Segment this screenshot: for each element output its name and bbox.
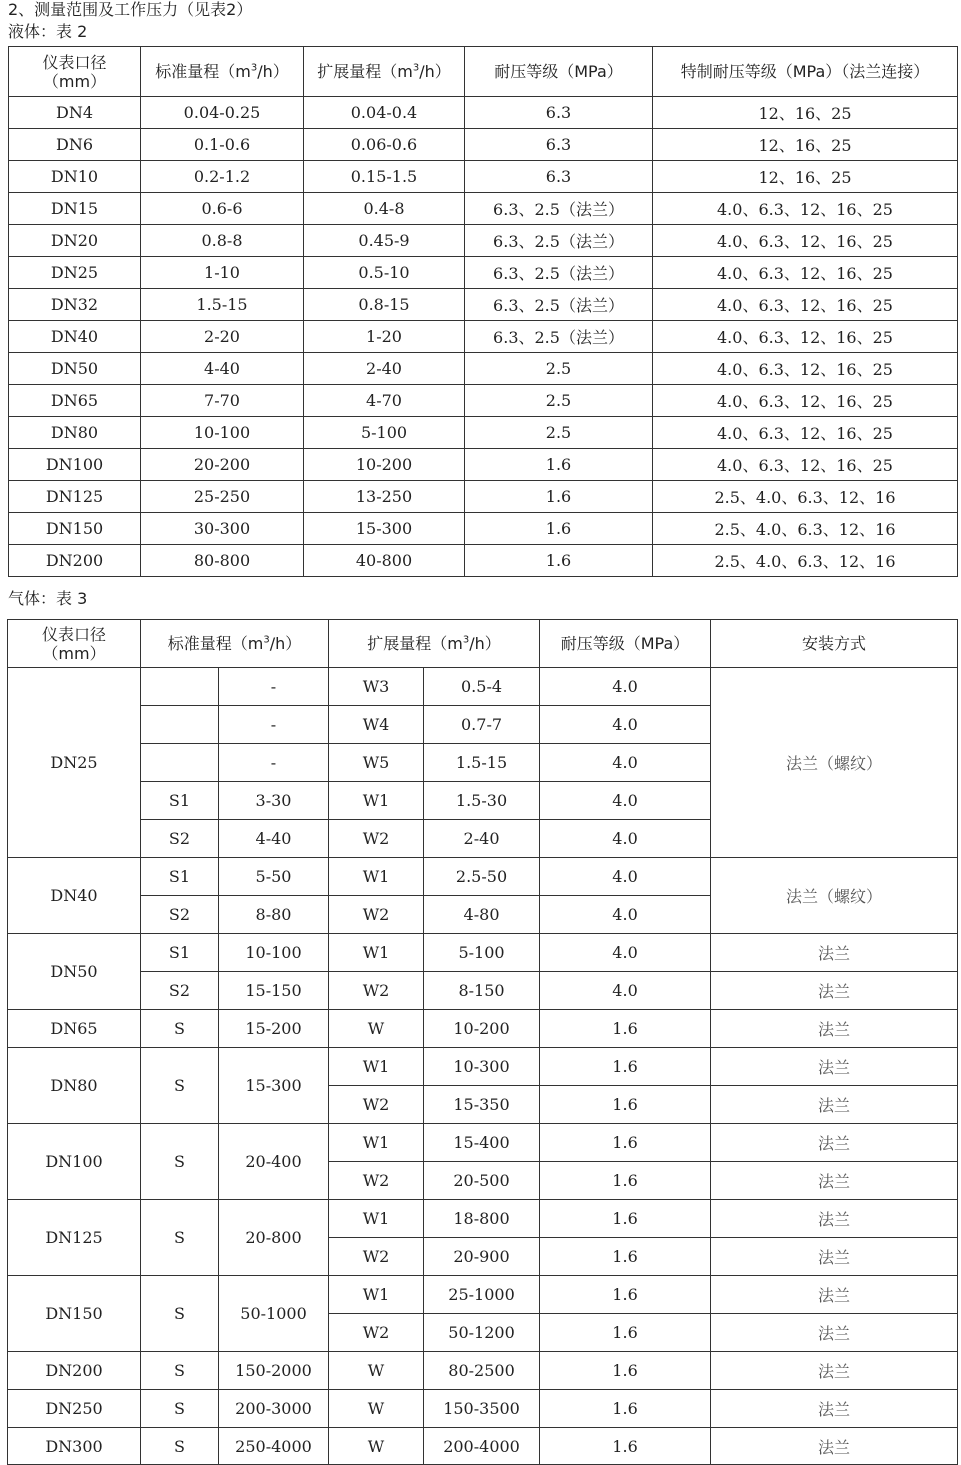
dn-cell: DN25 <box>8 668 141 858</box>
s-range-cell: 20-800 <box>219 1200 329 1276</box>
special-pressure-cell: 4.0、6.3、12、16、25 <box>653 257 958 289</box>
table-row <box>8 1352 958 1390</box>
special-pressure-cell: 4.0、6.3、12、16、25 <box>653 289 958 321</box>
pressure-cell: 1.6 <box>540 1352 711 1390</box>
special-pressure-cell: 4.0、6.3、12、16、25 <box>653 353 958 385</box>
install-cell: 法兰 <box>711 934 958 972</box>
extended-range-cell: 40-800 <box>304 545 465 577</box>
s-range-cell: 250-4000 <box>219 1428 329 1465</box>
s-range-cell: 15-300 <box>219 1048 329 1124</box>
install-cell: 法兰 <box>711 1238 958 1276</box>
standard-range-cell: 2-20 <box>141 321 304 353</box>
standard-range-cell: 20-200 <box>141 449 304 481</box>
table-row <box>8 1390 958 1428</box>
s-code-cell: S <box>141 1124 219 1200</box>
dn-cell: DN6 <box>9 129 141 161</box>
w-range-cell: 1.5-15 <box>424 744 540 782</box>
install-cell: 法兰 <box>711 1352 958 1390</box>
dn-cell: DN10 <box>9 161 141 193</box>
install-cell: 法兰 <box>711 1010 958 1048</box>
header-pressure-rating: 耐压等级（MPa） <box>540 620 711 668</box>
pressure-cell: 1.6 <box>540 1124 711 1162</box>
dn-cell: DN125 <box>8 1200 141 1276</box>
install-cell: 法兰 <box>711 1162 958 1200</box>
extended-range-cell: 0.8-15 <box>304 289 465 321</box>
table-row <box>8 1048 958 1086</box>
pressure-cell: 1.6 <box>540 1200 711 1238</box>
w-range-cell: 8-150 <box>424 972 540 1010</box>
pressure-cell: 1.6 <box>540 1086 711 1124</box>
table-row <box>9 385 958 417</box>
header-diameter: 仪表口径 （mm） <box>8 620 141 668</box>
w-range-cell: 0.7-7 <box>424 706 540 744</box>
liquid-header-row <box>9 47 958 97</box>
w-range-cell: 2-40 <box>424 820 540 858</box>
pressure-cell: 1.6 <box>540 1276 711 1314</box>
pressure-cell: 1.6 <box>540 1428 711 1465</box>
dn-cell: DN300 <box>8 1428 141 1465</box>
special-pressure-cell: 4.0、6.3、12、16、25 <box>653 321 958 353</box>
dn-cell: DN125 <box>9 481 141 513</box>
table-row <box>8 1276 958 1314</box>
s-range-cell: 8-80 <box>219 896 329 934</box>
dn-cell: DN50 <box>9 353 141 385</box>
pressure-cell: 4.0 <box>540 934 711 972</box>
dn-cell: DN50 <box>8 934 141 1010</box>
gas-table <box>7 619 958 1465</box>
w-code-cell: W1 <box>329 1048 424 1086</box>
special-pressure-cell: 12、16、25 <box>653 161 958 193</box>
w-code-cell: W2 <box>329 1238 424 1276</box>
s-range-cell: 15-150 <box>219 972 329 1010</box>
w-code-cell: W1 <box>329 1200 424 1238</box>
w-range-cell: 80-2500 <box>424 1352 540 1390</box>
dn-cell: DN65 <box>8 1010 141 1048</box>
standard-range-cell: 25-250 <box>141 481 304 513</box>
extended-range-cell: 1-20 <box>304 321 465 353</box>
s-code-cell: S <box>141 1200 219 1276</box>
install-cell: 法兰 <box>711 1048 958 1086</box>
table-row <box>9 257 958 289</box>
table-row <box>9 481 958 513</box>
w-range-cell: 25-1000 <box>424 1276 540 1314</box>
extended-range-cell: 0.45-9 <box>304 225 465 257</box>
extended-range-cell: 0.5-10 <box>304 257 465 289</box>
pressure-cell: 4.0 <box>540 820 711 858</box>
standard-range-cell: 0.6-6 <box>141 193 304 225</box>
special-pressure-cell: 2.5、4.0、6.3、12、16 <box>653 545 958 577</box>
w-range-cell: 20-900 <box>424 1238 540 1276</box>
standard-range-cell: 4-40 <box>141 353 304 385</box>
extended-range-cell: 0.06-0.6 <box>304 129 465 161</box>
table-row <box>8 934 958 972</box>
s-range-cell: 150-2000 <box>219 1352 329 1390</box>
dn-cell: DN40 <box>9 321 141 353</box>
s-code-cell <box>141 706 219 744</box>
w-range-cell: 18-800 <box>424 1200 540 1238</box>
s-range-cell: 15-200 <box>219 1010 329 1048</box>
w-range-cell: 50-1200 <box>424 1314 540 1352</box>
w-code-cell: W3 <box>329 668 424 706</box>
pressure-cell: 6.3、2.5（法兰） <box>465 321 653 353</box>
dn-cell: DN32 <box>9 289 141 321</box>
w-code-cell: W1 <box>329 858 424 896</box>
header-install-method: 安装方式 <box>711 620 958 668</box>
s-code-cell: S1 <box>141 934 219 972</box>
w-range-cell: 15-350 <box>424 1086 540 1124</box>
dn-cell: DN150 <box>8 1276 141 1352</box>
s-range-cell: 5-50 <box>219 858 329 896</box>
table-row <box>8 1010 958 1048</box>
section-title: 2、测量范围及工作压力（见表2） <box>8 0 253 19</box>
pressure-cell: 6.3、2.5（法兰） <box>465 225 653 257</box>
w-range-cell: 4-80 <box>424 896 540 934</box>
w-range-cell: 10-200 <box>424 1010 540 1048</box>
w-range-cell: 0.5-4 <box>424 668 540 706</box>
table-row <box>9 321 958 353</box>
s-code-cell: S <box>141 1352 219 1390</box>
pressure-cell: 6.3 <box>465 97 653 129</box>
dn-cell: DN65 <box>9 385 141 417</box>
standard-range-cell: 0.2-1.2 <box>141 161 304 193</box>
s-range-cell: 20-400 <box>219 1124 329 1200</box>
pressure-cell: 4.0 <box>540 858 711 896</box>
w-range-cell: 2.5-50 <box>424 858 540 896</box>
w-code-cell: W2 <box>329 820 424 858</box>
s-code-cell: S <box>141 1010 219 1048</box>
table-row <box>9 449 958 481</box>
dn-cell: DN80 <box>8 1048 141 1124</box>
table-row <box>8 1428 958 1465</box>
standard-range-cell: 1-10 <box>141 257 304 289</box>
extended-range-cell: 0.15-1.5 <box>304 161 465 193</box>
w-code-cell: W <box>329 1352 424 1390</box>
header-diameter: 仪表口径 （mm） <box>9 47 141 97</box>
gas-header-row <box>8 620 958 668</box>
w-range-cell: 5-100 <box>424 934 540 972</box>
dn-cell: DN100 <box>8 1124 141 1200</box>
dn-cell: DN25 <box>9 257 141 289</box>
pressure-cell: 4.0 <box>540 668 711 706</box>
standard-range-cell: 0.8-8 <box>141 225 304 257</box>
install-cell: 法兰（螺纹） <box>711 668 958 858</box>
dn-cell: DN100 <box>9 449 141 481</box>
pressure-cell: 1.6 <box>465 449 653 481</box>
pressure-cell: 4.0 <box>540 972 711 1010</box>
special-pressure-cell: 4.0、6.3、12、16、25 <box>653 449 958 481</box>
w-code-cell: W1 <box>329 782 424 820</box>
install-cell: 法兰 <box>711 1124 958 1162</box>
pressure-cell: 2.5 <box>465 417 653 449</box>
pressure-cell: 1.6 <box>465 545 653 577</box>
w-code-cell: W5 <box>329 744 424 782</box>
s-range-cell: 50-1000 <box>219 1276 329 1352</box>
standard-range-cell: 7-70 <box>141 385 304 417</box>
pressure-cell: 4.0 <box>540 782 711 820</box>
liquid-table <box>8 46 958 577</box>
s-range-cell: 3-30 <box>219 782 329 820</box>
dn-cell: DN250 <box>8 1390 141 1428</box>
pressure-cell: 6.3、2.5（法兰） <box>465 193 653 225</box>
pressure-cell: 4.0 <box>540 706 711 744</box>
header-extended-range: 扩展量程$(m^3/h)$ <box>304 47 465 97</box>
special-pressure-cell: 4.0、6.3、12、16、25 <box>653 193 958 225</box>
dn-cell: DN80 <box>9 417 141 449</box>
table-row <box>9 161 958 193</box>
install-cell: 法兰 <box>711 1086 958 1124</box>
extended-range-cell: 2-40 <box>304 353 465 385</box>
pressure-cell: 4.0 <box>540 896 711 934</box>
install-cell: 法兰（螺纹） <box>711 858 958 934</box>
s-code-cell: S <box>141 1276 219 1352</box>
install-cell: 法兰 <box>711 1276 958 1314</box>
table-row <box>8 1200 958 1238</box>
install-cell: 法兰 <box>711 1390 958 1428</box>
s-code-cell: S <box>141 1390 219 1428</box>
w-range-cell: 10-300 <box>424 1048 540 1086</box>
special-pressure-cell: 4.0、6.3、12、16、25 <box>653 417 958 449</box>
table-row <box>9 545 958 577</box>
dn-cell: DN40 <box>8 858 141 934</box>
special-pressure-cell: 4.0、6.3、12、16、25 <box>653 225 958 257</box>
special-pressure-cell: 12、16、25 <box>653 129 958 161</box>
install-cell: 法兰 <box>711 972 958 1010</box>
s-range-cell: - <box>219 706 329 744</box>
w-range-cell: 1.5-30 <box>424 782 540 820</box>
pressure-cell: 6.3 <box>465 161 653 193</box>
w-code-cell: W4 <box>329 706 424 744</box>
s-code-cell: S1 <box>141 782 219 820</box>
header-pressure-rating: 耐压等级（MPa） <box>465 47 653 97</box>
w-code-cell: W2 <box>329 1086 424 1124</box>
w-code-cell: W1 <box>329 1276 424 1314</box>
pressure-cell: 2.5 <box>465 385 653 417</box>
w-code-cell: W1 <box>329 934 424 972</box>
w-range-cell: 20-500 <box>424 1162 540 1200</box>
w-range-cell: 15-400 <box>424 1124 540 1162</box>
table-row <box>9 193 958 225</box>
install-cell: 法兰 <box>711 1200 958 1238</box>
extended-range-cell: 0.04-0.4 <box>304 97 465 129</box>
w-code-cell: W2 <box>329 1314 424 1352</box>
dn-cell: DN20 <box>9 225 141 257</box>
special-pressure-cell: 12、16、25 <box>653 97 958 129</box>
table-row <box>8 858 958 896</box>
s-code-cell: S2 <box>141 820 219 858</box>
extended-range-cell: 10-200 <box>304 449 465 481</box>
pressure-cell: 1.6 <box>540 1314 711 1352</box>
s-range-cell: - <box>219 668 329 706</box>
extended-range-cell: 15-300 <box>304 513 465 545</box>
pressure-cell: 1.6 <box>540 1238 711 1276</box>
special-pressure-cell: 4.0、6.3、12、16、25 <box>653 385 958 417</box>
pressure-cell: 6.3、2.5（法兰） <box>465 257 653 289</box>
header-standard-range: 标准量程$(m^3/h)$ <box>141 47 304 97</box>
gas-table-caption: 气体：表 3 <box>8 589 88 608</box>
standard-range-cell: 1.5-15 <box>141 289 304 321</box>
dn-cell: DN150 <box>9 513 141 545</box>
header-standard-range: 标准量程$(m^3/h)$ <box>141 620 329 668</box>
extended-range-cell: 5-100 <box>304 417 465 449</box>
w-code-cell: W <box>329 1010 424 1048</box>
w-code-cell: W2 <box>329 1162 424 1200</box>
w-code-cell: W1 <box>329 1124 424 1162</box>
w-range-cell: 150-3500 <box>424 1390 540 1428</box>
header-extended-range: 扩展量程$(m^3/h)$ <box>329 620 540 668</box>
s-range-cell: 200-3000 <box>219 1390 329 1428</box>
pressure-cell: 1.6 <box>540 1162 711 1200</box>
w-code-cell: W2 <box>329 972 424 1010</box>
table-row <box>8 972 958 1010</box>
table-row <box>8 1124 958 1162</box>
liquid-table-caption: 液体：表 2 <box>8 22 88 41</box>
pressure-cell: 4.0 <box>540 744 711 782</box>
table-row <box>9 97 958 129</box>
dn-cell: DN200 <box>9 545 141 577</box>
install-cell: 法兰 <box>711 1428 958 1465</box>
table-row <box>9 417 958 449</box>
table-row <box>9 225 958 257</box>
pressure-cell: 1.6 <box>540 1010 711 1048</box>
w-code-cell: W <box>329 1428 424 1465</box>
pressure-cell: 6.3、2.5（法兰） <box>465 289 653 321</box>
s-code-cell: S1 <box>141 858 219 896</box>
w-range-cell: 200-4000 <box>424 1428 540 1465</box>
s-range-cell: 10-100 <box>219 934 329 972</box>
table-row <box>9 289 958 321</box>
special-pressure-cell: 2.5、4.0、6.3、12、16 <box>653 513 958 545</box>
w-code-cell: W <box>329 1390 424 1428</box>
s-range-cell: - <box>219 744 329 782</box>
dn-cell: DN15 <box>9 193 141 225</box>
special-pressure-cell: 2.5、4.0、6.3、12、16 <box>653 481 958 513</box>
standard-range-cell: 30-300 <box>141 513 304 545</box>
install-cell: 法兰 <box>711 1314 958 1352</box>
s-code-cell <box>141 744 219 782</box>
table-row <box>8 668 958 706</box>
table-row <box>9 129 958 161</box>
standard-range-cell: 80-800 <box>141 545 304 577</box>
w-code-cell: W2 <box>329 896 424 934</box>
s-code-cell: S2 <box>141 896 219 934</box>
pressure-cell: 1.6 <box>465 513 653 545</box>
pressure-cell: 6.3 <box>465 129 653 161</box>
pressure-cell: 1.6 <box>465 481 653 513</box>
header-special-pressure: 特制耐压等级（MPa）（法兰连接） <box>653 47 958 97</box>
standard-range-cell: 0.04-0.25 <box>141 97 304 129</box>
pressure-cell: 1.6 <box>540 1048 711 1086</box>
pressure-cell: 1.6 <box>540 1390 711 1428</box>
table-row <box>9 513 958 545</box>
extended-range-cell: 13-250 <box>304 481 465 513</box>
standard-range-cell: 0.1-0.6 <box>141 129 304 161</box>
s-code-cell <box>141 668 219 706</box>
pressure-cell: 2.5 <box>465 353 653 385</box>
s-code-cell: S <box>141 1048 219 1124</box>
dn-cell: DN4 <box>9 97 141 129</box>
table-row <box>9 353 958 385</box>
s-code-cell: S2 <box>141 972 219 1010</box>
extended-range-cell: 4-70 <box>304 385 465 417</box>
dn-cell: DN200 <box>8 1352 141 1390</box>
s-range-cell: 4-40 <box>219 820 329 858</box>
standard-range-cell: 10-100 <box>141 417 304 449</box>
s-code-cell: S <box>141 1428 219 1465</box>
extended-range-cell: 0.4-8 <box>304 193 465 225</box>
